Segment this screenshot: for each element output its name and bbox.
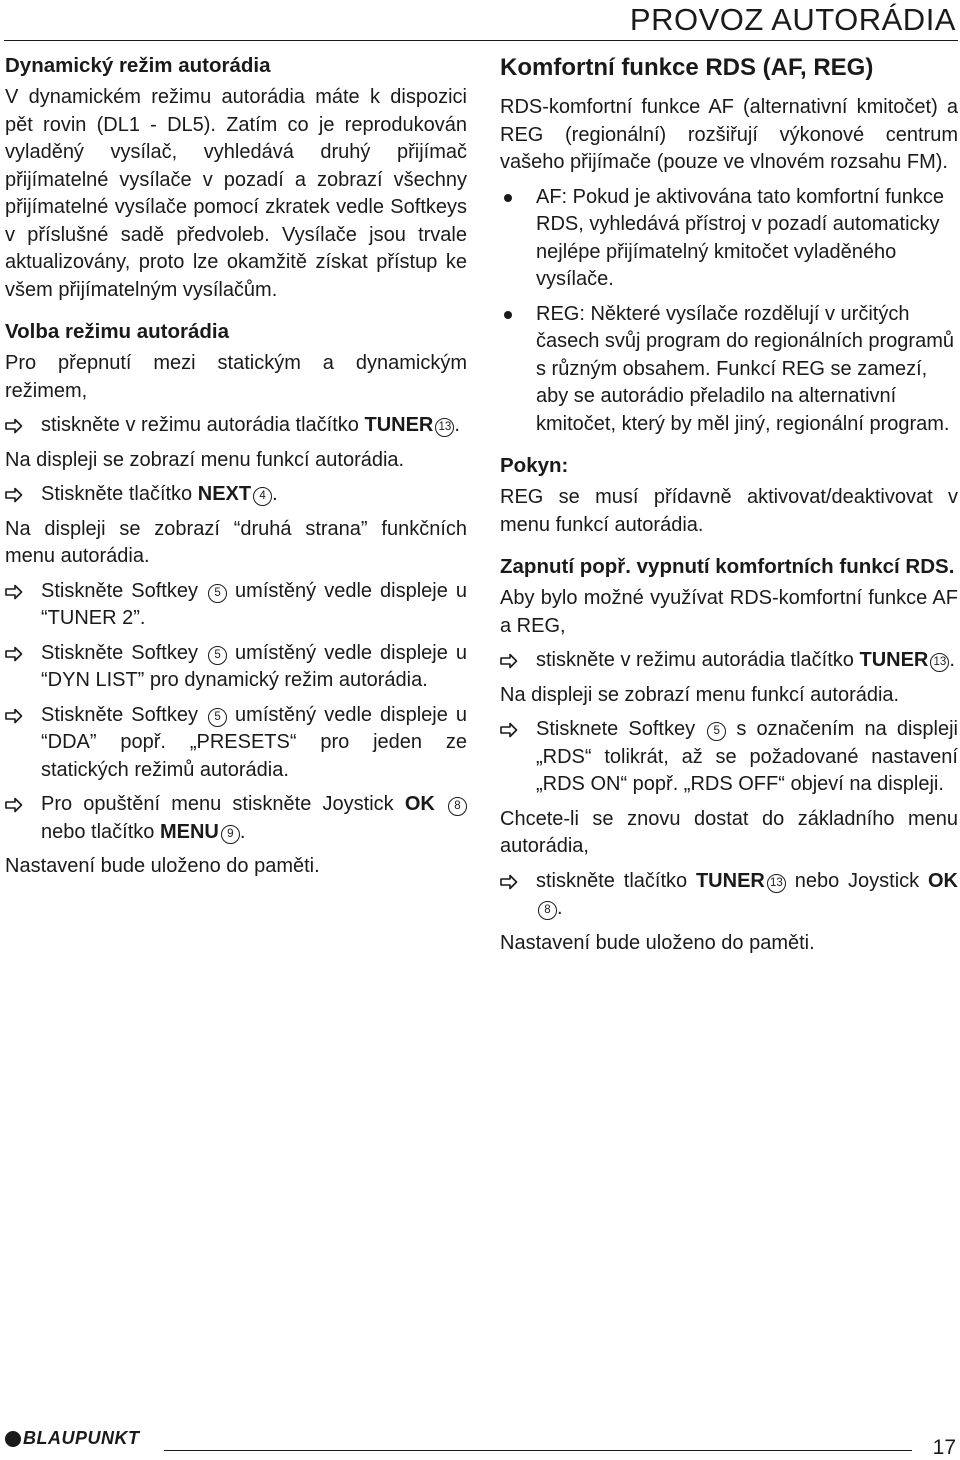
step-text: Stiskněte Softkey — [41, 641, 207, 664]
key-number-badge: 9 — [221, 825, 240, 844]
instruction-step: Stiskněte Softkey 5 umístěný vedle displeje u “DDA” popř. „PRESETS“ pro jeden ze statických režimů autorádia. — [5, 702, 467, 785]
key-number-badge: 13 — [930, 653, 949, 672]
step-text: Stiskněte tlačítko — [41, 483, 198, 505]
instruction-step: Stiskněte tlačítko NEXT 4 . — [5, 481, 467, 509]
note-text: REG se musí přídavně aktivovat/deaktivovat v menu funkcí autorádia. — [500, 486, 958, 536]
key-number-badge: 4 — [253, 487, 272, 506]
brand-logo: BLAUPUNKT — [23, 1428, 140, 1448]
key-number-badge: 5 — [208, 708, 227, 727]
ok-key-label: OK — [404, 793, 435, 815]
key-number-badge: 5 — [707, 722, 726, 741]
page-header-title: PROVOZ AUTORÁDIA — [629, 2, 956, 37]
step-text: stiskněte v režimu autorádia tlačítko — [41, 414, 365, 436]
step-text: Stisknete Softkey — [536, 718, 706, 740]
section-heading-mode-selection: Volba režimu autorádia — [5, 320, 230, 343]
key-number-badge: 8 — [538, 901, 557, 920]
menu-shown-paragraph: Na displeji se zobrazí menu funkcí autorádia. — [500, 683, 900, 706]
saved-paragraph: Nastavení bude uloženo do paměti. — [500, 931, 815, 954]
menu-shown-paragraph: Na displeji se zobrazí menu funkcí autorádia. — [5, 448, 405, 471]
instruction-step: Pro opuštění menu stiskněte Joystick OK 8 nebo tlačítko MENU 9 . — [5, 791, 467, 846]
key-number-badge: 5 — [208, 584, 227, 603]
dynamic-mode-paragraph: V dynamickém režimu autorádia máte k dispozici pět rovin (DL1 - DL5). Zatím co je reprodukován vyladěný vysílač, vyhledává druhý přijímač přijímatelné vysílače v pozadí a zobrazí všechny přijímatelné vysílače pomocí zkratek vedle Softkeys v příslušné sadě předvoleb. Vysílače jsou trvale aktualizovány, proto lze okamžitě získat přístup ke všem přijímatelným vysílačům. — [5, 86, 467, 301]
left-column — [5, 52, 467, 888]
key-number-badge: 13 — [767, 874, 786, 893]
tuner-key-label: TUNER — [364, 414, 434, 436]
section-heading-rds-toggle: Zapnutí popř. vypnutí komfortních funkcí RDS. — [500, 555, 955, 578]
arrow-icon — [5, 797, 23, 813]
bullet-item-af: AF: Pokud je aktivována tato komfortní funkce RDS, vyhledává přístroj v pozadí automaticky nejlépe přijímatelný kmitočet vyladěného vysílače. — [500, 184, 958, 294]
tuner-key-label: TUNER — [859, 649, 929, 671]
instruction-step: stiskněte v režimu autorádia tlačítko TUNER 13 . — [500, 647, 958, 675]
step-text: Stiskněte Softkey — [41, 703, 207, 726]
mode-selection-intro: Pro přepnutí mezi statickým a dynamickým režimem, — [5, 352, 467, 402]
bullet-item-reg: REG: Některé vysílače rozdělují v určitých časech svůj program do regionálních programů s různým obsahem. Funkcí REG se zamezí, aby se autorádio přeladilo na alternativní kmitočet, který by měl jiný, regionální program. — [500, 301, 958, 439]
arrow-icon — [5, 487, 23, 503]
step-text: Pro opuštění menu stiskněte Joystick — [41, 793, 405, 815]
saved-paragraph: Nastavení bude uloženo do paměti. — [5, 855, 320, 877]
step-text: stiskněte v režimu autorádia tlačítko — [536, 649, 860, 671]
header-rule — [4, 40, 958, 41]
brand-logo-icon — [5, 1431, 21, 1447]
arrow-icon — [500, 722, 518, 738]
key-number-badge: 13 — [435, 418, 454, 437]
step-text: Stiskněte Softkey — [41, 579, 207, 602]
instruction-step: stiskněte v režimu autorádia tlačítko TUNER 13 . — [5, 412, 467, 440]
key-number-badge: 8 — [448, 797, 467, 816]
arrow-icon — [5, 418, 23, 434]
instruction-step: Stisknete Softkey 5 s označením na displeji „RDS“ tolikrát, až se požadované nastavení „RDS ON“ popř. „RDS OFF“ objeví na displeji. — [500, 716, 958, 799]
ok-key-label: OK — [928, 869, 958, 892]
tuner-key-label: TUNER — [695, 869, 765, 892]
page-footer — [0, 1428, 960, 1458]
arrow-icon — [5, 708, 23, 724]
section-heading-dynamic-mode: Dynamický režim autorádia — [5, 54, 271, 77]
page-number: 17 — [932, 1436, 956, 1459]
menu-key-label: MENU — [159, 820, 219, 843]
arrow-icon — [500, 653, 518, 669]
rds-intro-paragraph: RDS-komfortní funkce AF (alternativní kmitočet) a REG (regionální) rozšiřují výkonové centrum vašeho přijímače (pouze ve vlnovém rozsahu FM). — [500, 96, 958, 173]
bullet-icon — [504, 194, 512, 202]
arrow-icon — [5, 646, 23, 662]
return-paragraph: Chcete-li se znovu dostat do základního menu autorádia, — [500, 807, 958, 857]
rds-use-paragraph: Aby bylo možné využívat RDS-komfortní funkce AF a REG, — [500, 587, 958, 637]
bullet-icon — [504, 311, 512, 319]
right-column — [500, 52, 958, 964]
key-number-badge: 5 — [208, 646, 227, 665]
next-key-label: NEXT — [197, 483, 252, 505]
section-heading-rds: Komfortní funkce RDS (AF, REG) — [500, 54, 874, 81]
arrow-icon — [500, 874, 518, 890]
instruction-step: Stiskněte Softkey 5 umístěný vedle displeje u “TUNER 2”. — [5, 578, 467, 633]
arrow-icon — [5, 584, 23, 600]
note-label: Pokyn: — [500, 454, 569, 477]
step-text: stiskněte tlačítko — [536, 869, 696, 892]
instruction-step: stiskněte tlačítko TUNER 13 nebo Joystick OK8 . — [500, 868, 958, 923]
footer-rule — [164, 1450, 912, 1451]
instruction-step: Stiskněte Softkey 5 umístěný vedle displeje u “DYN LIST” pro dynamický režim autorádia. — [5, 640, 467, 695]
second-page-paragraph: Na displeji se zobrazí “druhá strana” funkčních menu autorádia. — [5, 517, 467, 567]
